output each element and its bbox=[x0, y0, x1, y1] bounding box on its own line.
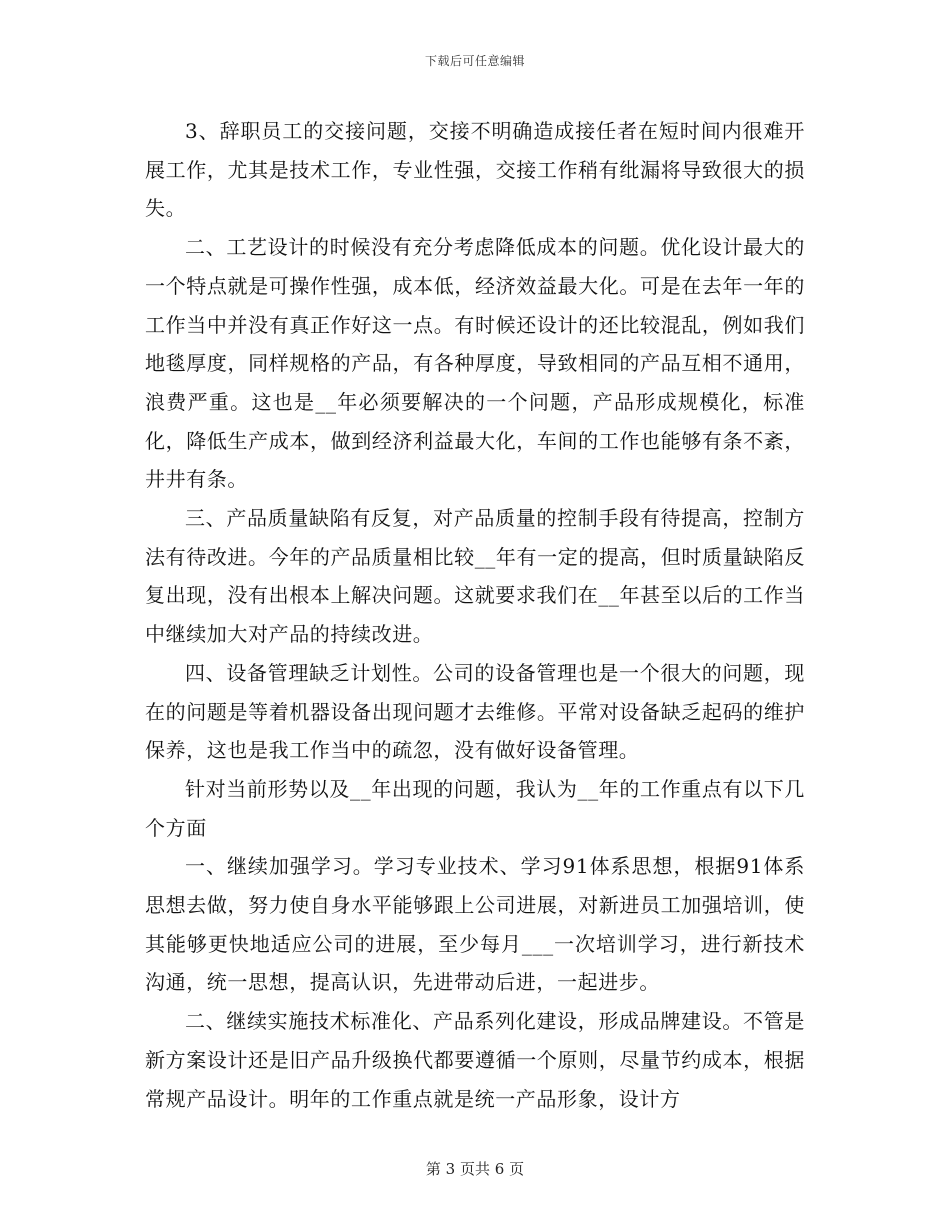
document-body bbox=[145, 112, 805, 1118]
paragraph-process-design: 二、工艺设计的时候没有充分考虑降低成本的问题。优化设计最大的一个特点就是可操作性强，成本低，经济效益最大化。可是在去年一年的工作当中并没有真正作好这一点。有时候还设计的还比较混乱，例如我们地毯厚度，同样规格的产品，有各种厚度，导致相同的产品互相不通用，浪费严重。这也是__年必须要解决的一个问题，产品形成规模化，标准化，降低生产成本，做到经济利益最大化，车间的工作也能够有条不紊，井井有条。 bbox=[145, 235, 805, 492]
paragraph-handover-issue: 3、辞职员工的交接问题，交接不明确造成接任者在短时间内很难开展工作，尤其是技术工作，专业性强，交接工作稍有纰漏将导致很大的损失。 bbox=[145, 119, 805, 221]
page-header: 下载后可任意编辑 bbox=[424, 54, 525, 68]
paragraph-equipment-management: 四、设备管理缺乏计划性。公司的设备管理也是一个很大的问题，现在的问题是等着机器设备出现问题才去维修。平常对设备缺乏起码的维护保养，这也是我工作当中的疏忽，没有做好设备管理。 bbox=[145, 660, 805, 763]
paragraph-continue-learning: 一、继续加强学习。学习专业技术、学习91体系思想，根据91体系思想去做，努力使自身水平能够跟上公司进展，对新进员工加强培训，使其能够更快地适应公司的进展，至少每月___一次培训学习，进行新技术沟通，统一思想，提高认识，先进带动后进，一起进步。 bbox=[145, 854, 805, 995]
page-number: 第 3 页共 6 页 bbox=[425, 1160, 525, 1178]
paragraph-standardization: 二、继续实施技术标准化、产品系列化建设，形成品牌建设。不管是新方案设计还是旧产品升级换代都要遵循一个原则，尽量节约成本，根据常规产品设计。明年的工作重点就是统一产品形象，设计方 bbox=[145, 1009, 805, 1111]
paragraph-quality-defects: 三、产品质量缺陷有反复，对产品质量的控制手段有待提高，控制方法有待改进。今年的产品质量相比较__年有一定的提高，但时质量缺陷反复出现，没有出根本上解决问题。这就要求我们在__年甚至以后的工作当中继续加大对产品的持续改进。 bbox=[145, 506, 805, 647]
paragraph-work-focus-intro: 针对当前形势以及__年出现的问题，我认为__年的工作重点有以下几个方面 bbox=[145, 776, 805, 840]
